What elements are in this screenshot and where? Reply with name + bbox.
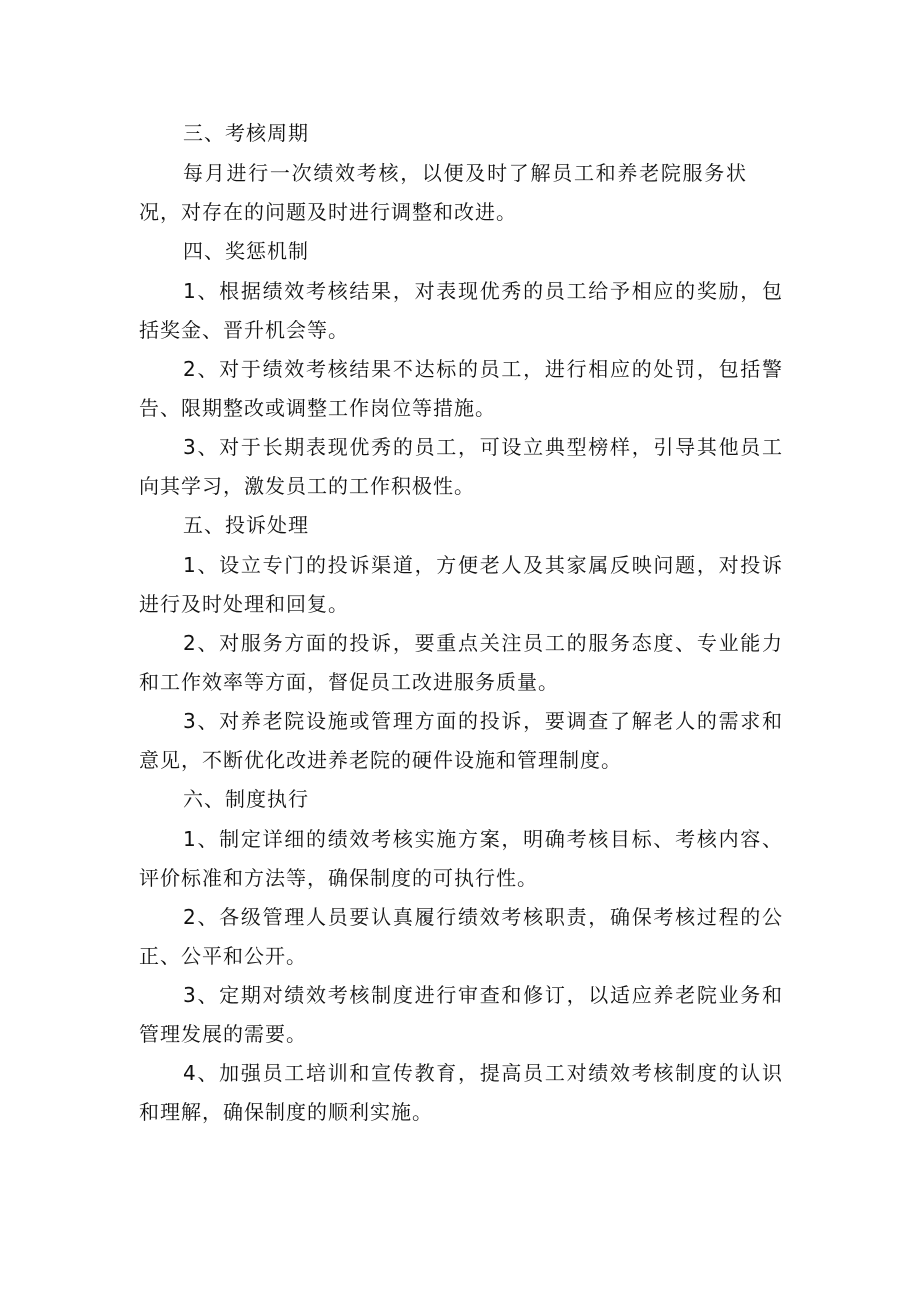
section-assessment-cycle [139, 114, 783, 232]
paragraph: 4、加强员工培训和宣传教育，提高员工对绩效考核制度的认识和理解，确保制度的顺利实施。 [139, 1061, 783, 1124]
section-system-execution [139, 780, 783, 1132]
document-body [139, 114, 783, 1132]
section-heading: 六、制度执行 [183, 787, 309, 811]
paragraph: 每月进行一次绩效考核，以便及时了解员工和养老院服务状况，对存在的问题及时进行调整和改进。 [139, 161, 747, 224]
paragraph: 1、制定详细的绩效考核实施方案，明确考核目标、考核内容、评价标准和方法等，确保制度的可执行性。 [139, 827, 783, 890]
paragraph: 2、对服务方面的投诉，要重点关注员工的服务态度、专业能力和工作效率等方面，督促员工改进服务质量。 [139, 631, 783, 694]
paragraph: 2、各级管理人员要认真履行绩效考核职责，确保考核过程的公正、公平和公开。 [139, 905, 783, 968]
section-heading: 三、考核周期 [183, 121, 309, 145]
paragraph: 3、对养老院设施或管理方面的投诉，要调查了解老人的需求和意见，不断优化改进养老院的硬件设施和管理制度。 [139, 709, 783, 772]
paragraph: 3、定期对绩效考核制度进行审查和修订，以适应养老院业务和管理发展的需要。 [139, 983, 783, 1046]
section-heading: 五、投诉处理 [183, 513, 309, 537]
paragraph: 3、对于长期表现优秀的员工，可设立典型榜样，引导其他员工向其学习，激发员工的工作积极性。 [139, 435, 783, 498]
section-heading: 四、奖惩机制 [183, 239, 309, 263]
section-complaint-handling [139, 506, 783, 780]
paragraph: 2、对于绩效考核结果不达标的员工，进行相应的处罚，包括警告、限期整改或调整工作岗位等措施。 [139, 357, 783, 420]
paragraph: 1、根据绩效考核结果，对表现优秀的员工给予相应的奖励，包括奖金、晋升机会等。 [139, 279, 783, 342]
section-rewards-penalties [139, 232, 783, 506]
paragraph: 1、设立专门的投诉渠道，方便老人及其家属反映问题，对投诉进行及时处理和回复。 [139, 553, 783, 616]
